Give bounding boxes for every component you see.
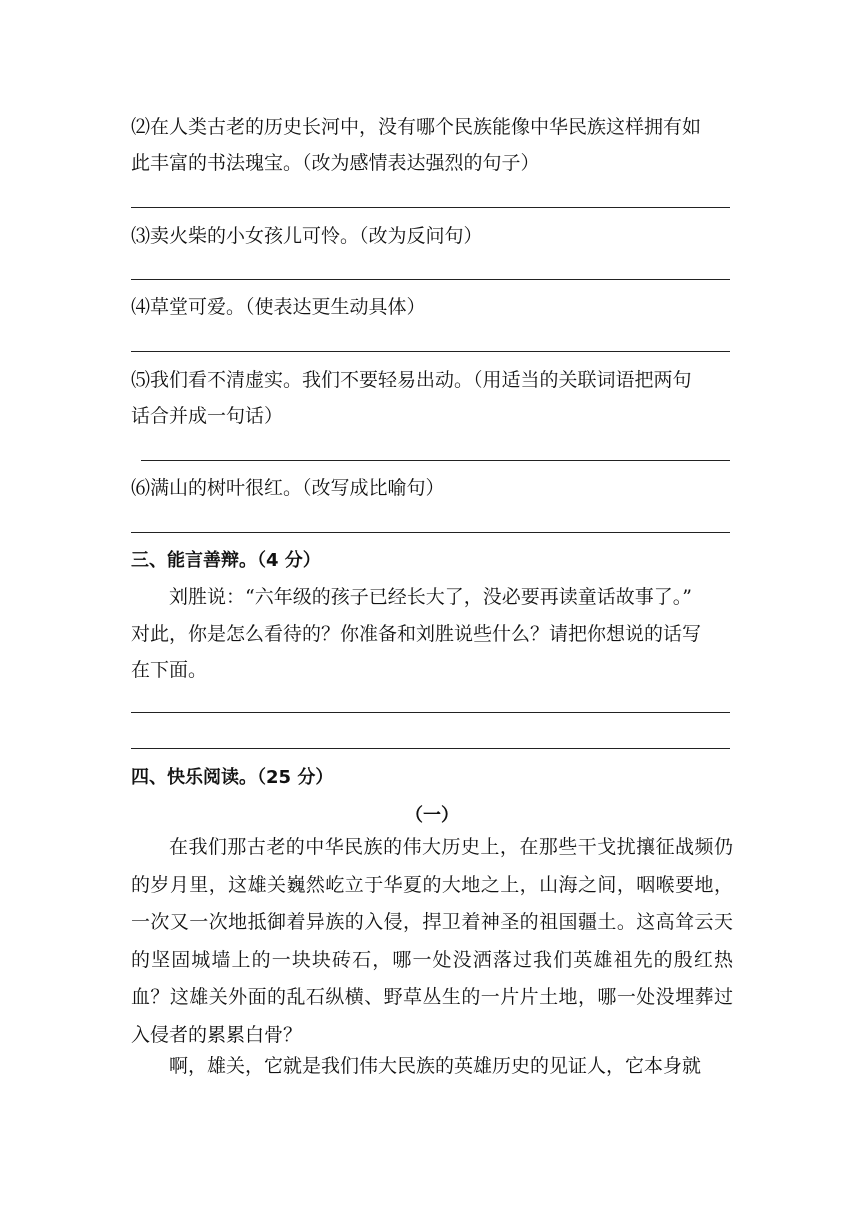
reading-paragraph-2: 啊，雄关，它就是我们伟大民族的英雄历史的见证人，它本身就 bbox=[169, 1055, 702, 1077]
section-3-prompt-line-1: 刘胜说：“六年级的孩子已经长大了，没必要再读童话故事了。” bbox=[169, 586, 692, 608]
question-4: ⑷草堂可爱。（使表达更生动具体） bbox=[131, 296, 426, 318]
answer-line-4 bbox=[131, 351, 730, 352]
section-3-prompt-line-3: 在下面。 bbox=[131, 659, 208, 681]
section-4-subheading: （一） bbox=[405, 805, 459, 826]
answer-line-section-3-b bbox=[131, 748, 730, 749]
question-5-line-1: ⑸我们看不清虚实。我们不要轻易出动。（用适当的关联词语把两句 bbox=[131, 369, 692, 391]
question-2-line-2: 此丰富的书法瑰宝。（改为感情表达强烈的句子） bbox=[131, 152, 540, 174]
answer-line-2 bbox=[131, 207, 730, 208]
question-3: ⑶卖火柴的小女孩儿可怜。（改为反问句） bbox=[131, 225, 483, 247]
reading-paragraph-1: 在我们那古老的中华民族的伟大历史上，在那些干戈扰攘征战频仍的岁月里，这雄关巍然屹立于华夏的大地之上，山海之间，咽喉要地，一次又一次地抵御着异族的入侵，捍卫着神圣的祖国疆土。这高耸云天的坚固城墙上的一块块砖石，哪一处没洒落过我们英雄祖先的殷红热血？这雄关外面的乱石纵横、野草丛生的一片片土地，哪一处没埋葬过入侵者的累累白骨？ bbox=[131, 836, 733, 1046]
answer-line-5 bbox=[141, 460, 730, 461]
answer-line-3 bbox=[131, 279, 730, 280]
question-6: ⑹满山的树叶很红。（改写成比喻句） bbox=[131, 477, 445, 499]
question-5-line-2: 话合并成一句话） bbox=[131, 405, 284, 427]
section-3-prompt-line-2: 对此，你是怎么看待的？你准备和刘胜说些什么？请把你想说的话写 bbox=[131, 623, 702, 645]
section-4-heading: 四、快乐阅读。（25 分） bbox=[131, 767, 334, 788]
question-2-line-1: ⑵在人类古老的历史长河中，没有哪个民族能像中华民族这样拥有如 bbox=[131, 116, 702, 138]
answer-line-section-3-a bbox=[131, 712, 730, 713]
answer-line-6 bbox=[131, 532, 730, 533]
section-3-heading: 三、能言善辩。（4 分） bbox=[131, 550, 321, 571]
